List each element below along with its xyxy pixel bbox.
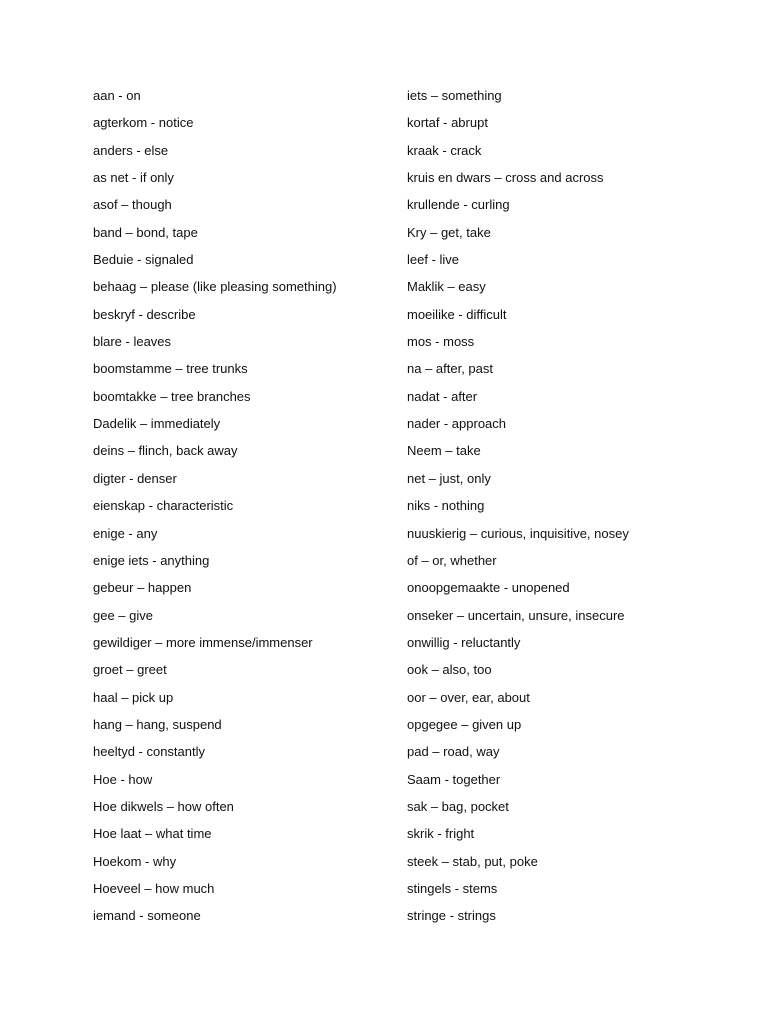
vocabulary-entry: Saam - together bbox=[407, 771, 501, 787]
vocabulary-entry: gee – give bbox=[93, 607, 153, 623]
vocabulary-entry: Neem – take bbox=[407, 443, 481, 459]
vocabulary-entry: band – bond, tape bbox=[93, 224, 198, 240]
vocabulary-entry: as net - if only bbox=[93, 170, 174, 186]
vocabulary-entry: deins – flinch, back away bbox=[93, 443, 238, 459]
vocabulary-entry: kraak - crack bbox=[407, 142, 482, 158]
vocabulary-entry: enige iets - anything bbox=[93, 552, 210, 568]
vocabulary-entry: pad – road, way bbox=[407, 744, 500, 760]
vocabulary-entry: anders - else bbox=[93, 142, 169, 158]
vocabulary-right-column bbox=[407, 84, 747, 932]
vocabulary-entry: boomstamme – tree trunks bbox=[93, 361, 248, 377]
vocabulary-entry: haal – pick up bbox=[93, 689, 174, 705]
vocabulary-entry: onseker – uncertain, unsure, insecure bbox=[407, 607, 625, 623]
vocabulary-entry: opgegee – given up bbox=[407, 716, 522, 732]
vocabulary-entry: asof – though bbox=[93, 197, 172, 213]
vocabulary-entry: leef - live bbox=[407, 252, 460, 268]
vocabulary-entry: groet – greet bbox=[93, 662, 167, 678]
vocabulary-entry: iemand - someone bbox=[93, 908, 201, 924]
vocabulary-entry: Hoe laat – what time bbox=[93, 826, 212, 842]
vocabulary-entry: krullende - curling bbox=[407, 197, 510, 213]
vocabulary-entry: Dadelik – immediately bbox=[93, 416, 221, 432]
vocabulary-entry: nuuskierig – curious, inquisitive, nosey bbox=[407, 525, 629, 541]
vocabulary-entry: nadat - after bbox=[407, 388, 478, 404]
vocabulary-entry: Hoe - how bbox=[93, 771, 153, 787]
vocabulary-entry: Hoe dikwels – how often bbox=[93, 798, 234, 814]
vocabulary-entry: stringe - strings bbox=[407, 908, 496, 924]
vocabulary-entry: steek – stab, put, poke bbox=[407, 853, 538, 869]
vocabulary-entry: Beduie - signaled bbox=[93, 252, 194, 268]
vocabulary-left-column bbox=[93, 84, 393, 932]
vocabulary-entry: moeilike - difficult bbox=[407, 306, 507, 322]
vocabulary-entry: behaag – please (like pleasing something) bbox=[93, 279, 337, 295]
vocabulary-entry: niks - nothing bbox=[407, 498, 485, 514]
vocabulary-entry: onoopgemaakte - unopened bbox=[407, 580, 570, 596]
vocabulary-entry: nader - approach bbox=[407, 416, 507, 432]
vocabulary-entry: ook – also, too bbox=[407, 662, 492, 678]
vocabulary-entry: Hoeveel – how much bbox=[93, 880, 215, 896]
vocabulary-entry: blare - leaves bbox=[93, 334, 172, 350]
vocabulary-entry: skrik - fright bbox=[407, 826, 475, 842]
vocabulary-entry: gewildiger – more immense/immenser bbox=[93, 634, 313, 650]
vocabulary-entry: agterkom - notice bbox=[93, 115, 194, 131]
vocabulary-entry: hang – hang, suspend bbox=[93, 716, 222, 732]
vocabulary-entry: onwillig - reluctantly bbox=[407, 634, 521, 650]
vocabulary-entry: na – after, past bbox=[407, 361, 494, 377]
vocabulary-entry: digter - denser bbox=[93, 470, 177, 486]
vocabulary-entry: heeltyd - constantly bbox=[93, 744, 206, 760]
vocabulary-entry: sak – bag, pocket bbox=[407, 798, 509, 814]
vocabulary-entry: mos - moss bbox=[407, 334, 475, 350]
vocabulary-entry: kortaf - abrupt bbox=[407, 115, 488, 131]
vocabulary-entry: boomtakke – tree branches bbox=[93, 388, 251, 404]
vocabulary-entry: eienskap - characteristic bbox=[93, 498, 234, 514]
vocabulary-entry: Hoekom - why bbox=[93, 853, 177, 869]
vocabulary-entry: iets – something bbox=[407, 88, 502, 103]
vocabulary-entry: kruis en dwars – cross and across bbox=[407, 170, 604, 186]
vocabulary-entry: aan - on bbox=[93, 88, 141, 103]
vocabulary-entry: stingels - stems bbox=[407, 880, 498, 896]
vocabulary-entry: Kry – get, take bbox=[407, 224, 491, 240]
vocabulary-entry: net – just, only bbox=[407, 470, 491, 486]
vocabulary-entry: oor – over, ear, about bbox=[407, 689, 530, 705]
vocabulary-entry: enige - any bbox=[93, 525, 158, 541]
vocabulary-entry: gebeur – happen bbox=[93, 580, 192, 596]
vocabulary-entry: of – or, whether bbox=[407, 552, 497, 568]
vocabulary-entry: Maklik – easy bbox=[407, 279, 486, 295]
vocabulary-entry: beskryf - describe bbox=[93, 306, 196, 322]
